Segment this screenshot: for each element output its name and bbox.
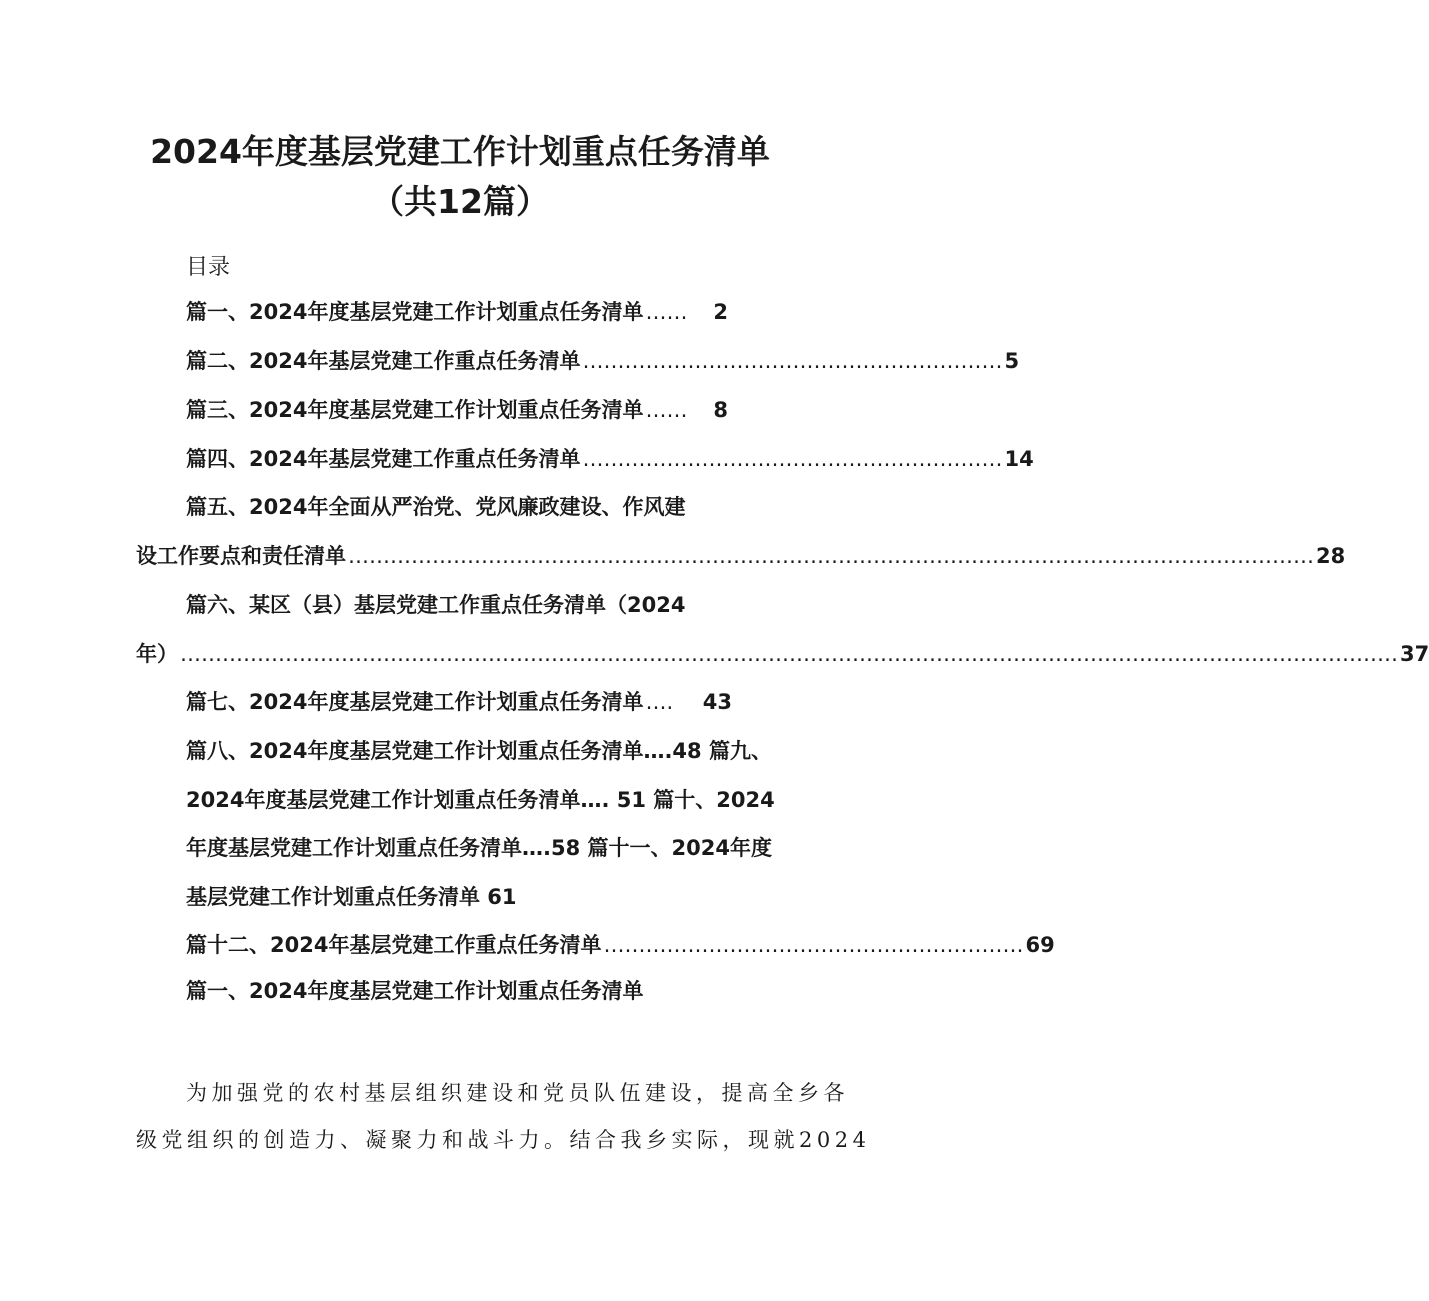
toc-entry-5-line2[interactable] (136, 541, 1346, 571)
toc-entry-6-line1[interactable]: 篇六、某区（县）基层党建工作重点任务清单（2024 (186, 593, 686, 617)
toc-entry-title: 篇四、2024年基层党建工作重点任务清单 (186, 447, 581, 471)
toc-entry-3[interactable] (186, 395, 728, 425)
toc-entry-4[interactable] (186, 444, 1034, 474)
toc-leader-dots: …………………………………………………… (603, 933, 1024, 957)
toc-entry-title: 篇七、2024年度基层党建工作计划重点任务清单 (186, 690, 644, 714)
toc-leader-dots: ………………………………………………………………………………………………………………………………………………………… (180, 642, 1398, 666)
toc-leader-dots: …… (645, 300, 688, 324)
toc-page-number: 8 (713, 398, 728, 422)
toc-entry-title: 篇二、2024年基层党建工作重点任务清单 (186, 349, 581, 373)
toc-entry-6-line2[interactable] (136, 639, 1429, 669)
toc-entry-5-line1[interactable]: 篇五、2024年全面从严治党、党风廉政建设、作风建 (186, 495, 686, 519)
toc-entry-title: 篇三、2024年度基层党建工作计划重点任务清单 (186, 398, 644, 422)
toc-entry-title: 设工作要点和责任清单 (136, 544, 346, 568)
document-title: 2024年度基层党建工作计划重点任务清单 (150, 132, 770, 171)
toc-page-number: 2 (713, 300, 728, 324)
section-heading: 篇一、2024年度基层党建工作计划重点任务清单 (186, 979, 644, 1003)
toc-entry-title: 年） (136, 642, 178, 666)
toc-entry-1[interactable] (186, 297, 728, 327)
toc-leader-dots: …. (645, 690, 674, 714)
toc-page-number: 37 (1400, 642, 1429, 666)
toc-heading: 目录 (186, 255, 231, 280)
toc-page-number: 43 (702, 690, 732, 714)
toc-entry-7[interactable] (186, 687, 732, 717)
toc-run-on-line[interactable]: 篇八、2024年度基层党建工作计划重点任务清单….48 篇九、 (186, 739, 772, 763)
toc-entry-12[interactable] (186, 930, 1055, 960)
document-subtitle: （共12篇） (371, 182, 549, 221)
toc-entry-title: 篇十二、2024年基层党建工作重点任务清单 (186, 933, 602, 957)
toc-entry-2[interactable] (186, 346, 1020, 376)
toc-leader-dots: ………………………………………………………………………………………………………………………… (348, 544, 1314, 568)
toc-run-on-line[interactable]: 基层党建工作计划重点任务清单 61 (186, 885, 517, 909)
toc-run-on-line[interactable]: 2024年度基层党建工作计划重点任务清单…. 51 篇十、2024 (186, 788, 775, 812)
toc-page-number: 69 (1025, 933, 1055, 957)
toc-page-number: 5 (1004, 349, 1020, 373)
toc-page-number: 14 (1004, 447, 1034, 471)
body-paragraph-line: 为加强党的农村基层组织建设和党员队伍建设，提高全乡各 (186, 1081, 849, 1105)
toc-page-number: 28 (1316, 544, 1346, 568)
body-paragraph-line: 级党组织的创造力、凝聚力和战斗力。结合我乡实际，现就2024 (136, 1128, 871, 1152)
toc-leader-dots: …………………………………………………… (582, 447, 1003, 471)
toc-run-on-line[interactable]: 年度基层党建工作计划重点任务清单….58 篇十一、2024年度 (186, 836, 772, 860)
toc-leader-dots: …… (645, 398, 688, 422)
toc-entry-title: 篇一、2024年度基层党建工作计划重点任务清单 (186, 300, 644, 324)
toc-leader-dots: …………………………………………………… (582, 349, 1003, 373)
